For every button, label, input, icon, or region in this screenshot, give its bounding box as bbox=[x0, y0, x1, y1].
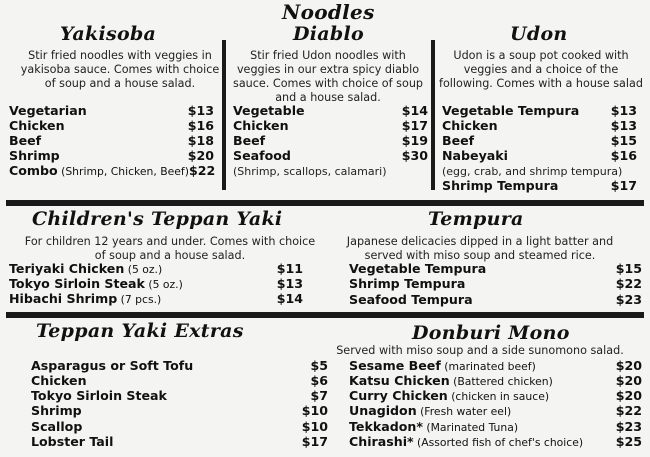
menu-item-label bbox=[31, 388, 167, 403]
children-description: For children 12 years and under. Comes with choice of soup and a house salad. bbox=[24, 235, 316, 262]
menu-item-name: Combo bbox=[9, 163, 58, 178]
menu-item bbox=[31, 358, 328, 373]
menu-item-label bbox=[349, 403, 511, 419]
yakisoba-title: Yakisoba bbox=[60, 23, 157, 45]
menu-item bbox=[349, 388, 642, 404]
menu-item-note: (Fresh water eel) bbox=[416, 405, 512, 418]
menu-item-note: (Battered chicken) bbox=[449, 375, 553, 388]
menu-item-label bbox=[9, 291, 161, 307]
menu-item-label bbox=[31, 358, 193, 373]
menu-item bbox=[9, 133, 214, 148]
menu-item-name: Vegetable Tempura bbox=[442, 103, 580, 118]
menu-item bbox=[31, 403, 328, 418]
menu-item-price: $25 bbox=[615, 434, 642, 449]
menu-item bbox=[349, 373, 642, 389]
menu-item-name: Chicken bbox=[442, 118, 498, 133]
menu-item bbox=[233, 133, 428, 148]
menu-item-label bbox=[349, 261, 486, 276]
menu-item bbox=[349, 358, 642, 374]
menu-item-price: $17 bbox=[301, 434, 328, 449]
menu-item-note: (marinated beef) bbox=[440, 360, 536, 373]
menu-item-name: Seafood Tempura bbox=[349, 292, 473, 307]
menu-item bbox=[442, 118, 637, 133]
menu-item-label bbox=[9, 118, 65, 133]
menu-item-price: $18 bbox=[187, 133, 214, 148]
menu-item-price: $23 bbox=[615, 292, 642, 307]
menu-item-price: $13 bbox=[610, 118, 637, 133]
menu-item-note: (Shrimp, Chicken, Beef) bbox=[57, 165, 189, 178]
menu-item-name: Lobster Tail bbox=[31, 434, 114, 449]
tempura-description: Japanese delicacies dipped in a light batter and served with miso soup and steamed rice. bbox=[346, 235, 614, 262]
udon-description: Udon is a soup pot cooked with veggies and a choice of the following. Comes with a house salad bbox=[439, 49, 643, 90]
menu-item-name: Beef bbox=[233, 133, 266, 148]
menu-item-label bbox=[233, 148, 291, 163]
menu-item-name: Shrimp Tempura bbox=[442, 178, 559, 193]
menu-item-price: $22 bbox=[615, 276, 642, 291]
menu-item-name: Chicken bbox=[233, 118, 289, 133]
donburi-description: Served with miso soup and a side sunomono salad. bbox=[336, 344, 624, 357]
menu-item-price: $15 bbox=[610, 133, 637, 148]
menu-item-name: Tokyo Sirloin Steak bbox=[9, 276, 145, 291]
menu-item-label bbox=[442, 118, 498, 133]
menu-item-note: (5 oz.) bbox=[144, 278, 183, 291]
menu-item bbox=[442, 103, 637, 118]
menu-item-price: $7 bbox=[310, 388, 328, 403]
menu-item-name: Tokyo Sirloin Steak bbox=[31, 388, 167, 403]
menu-item-name: Hibachi Shrimp bbox=[9, 291, 118, 306]
yakisoba-description: Stir fried noodles with veggies in yakisoba sauce. Comes with choice of soup and a house salad. bbox=[20, 49, 220, 90]
menu-item bbox=[31, 419, 328, 434]
menu-item-label bbox=[349, 276, 465, 291]
menu-item-price: $17 bbox=[610, 178, 637, 193]
menu-item-price: $13 bbox=[276, 276, 303, 291]
divider-horizontal-bottom bbox=[6, 312, 644, 318]
menu-item bbox=[31, 373, 328, 388]
menu-item-price: $10 bbox=[301, 419, 328, 434]
menu-item bbox=[442, 133, 637, 148]
menu-item-label bbox=[442, 178, 558, 193]
menu-item-label bbox=[9, 261, 162, 277]
menu-item-label bbox=[233, 133, 265, 148]
menu-item-label bbox=[9, 276, 183, 292]
divider-horizontal-top bbox=[6, 200, 644, 206]
menu-item-name: Chicken bbox=[31, 373, 87, 388]
menu-item-label bbox=[349, 373, 553, 389]
menu-item-note: (7 pcs.) bbox=[117, 293, 162, 306]
menu-item-price: $6 bbox=[310, 373, 328, 388]
children-title: Children's Teppan Yaki bbox=[32, 208, 283, 230]
menu-item-name: Katsu Chicken bbox=[349, 373, 450, 388]
menu-item-note: (chicken in sauce) bbox=[447, 390, 550, 403]
menu-item-name: Shrimp bbox=[9, 148, 60, 163]
menu-item-label bbox=[31, 419, 82, 434]
menu-item-price: $30 bbox=[401, 148, 428, 163]
menu-item bbox=[9, 103, 214, 118]
menu-item-name: Unagidon bbox=[349, 403, 417, 418]
menu-item-price: $16 bbox=[610, 148, 637, 163]
menu-item-name: Shrimp Tempura bbox=[349, 276, 466, 291]
menu-item-name: Vegetable bbox=[233, 103, 305, 118]
menu-item-price: $14 bbox=[276, 291, 303, 306]
menu-item bbox=[349, 276, 642, 291]
menu-item-label bbox=[31, 434, 113, 449]
menu-item bbox=[9, 276, 303, 292]
menu-item-name: Curry Chicken bbox=[349, 388, 448, 403]
menu-item-label bbox=[9, 133, 41, 148]
menu-item-name: Scallop bbox=[31, 419, 83, 434]
menu-item-name: Shrimp bbox=[31, 403, 82, 418]
udon-title: Udon bbox=[510, 23, 568, 45]
menu-item-note: (Marinated Tuna) bbox=[422, 421, 519, 434]
menu-item-name: Seafood bbox=[233, 148, 291, 163]
menu-item bbox=[9, 118, 214, 133]
menu-item-price: $20 bbox=[615, 358, 642, 373]
menu-item-name: Beef bbox=[442, 133, 475, 148]
menu-item bbox=[31, 388, 328, 403]
menu-item-name: Beef bbox=[9, 133, 42, 148]
menu-item-label bbox=[31, 373, 87, 388]
menu-item-price: $11 bbox=[276, 261, 303, 276]
menu-item-name: Sesame Beef bbox=[349, 358, 441, 373]
donburi-title: Donburi Mono bbox=[412, 322, 570, 344]
menu-item-price: $17 bbox=[401, 118, 428, 133]
menu-item bbox=[9, 148, 214, 163]
menu-item-label bbox=[349, 419, 518, 435]
diablo-description: Stir fried Udon noodles with veggies in our extra spicy diablo sauce. Comes with choice of soup and a house salad. bbox=[232, 49, 424, 104]
menu-item-price: $22 bbox=[188, 163, 216, 178]
menu-item-name: Vegetarian bbox=[9, 103, 87, 118]
menu-item-label bbox=[233, 118, 289, 133]
menu-item bbox=[233, 103, 428, 118]
menu-item-name: Vegetable Tempura bbox=[349, 261, 487, 276]
menu-item bbox=[442, 148, 637, 163]
menu-item-note: (5 oz.) bbox=[124, 263, 163, 276]
menu-item-price: $13 bbox=[610, 103, 637, 118]
menu-item-label bbox=[442, 103, 579, 118]
menu-item-name: Asparagus or Soft Tofu bbox=[31, 358, 194, 373]
menu-item-label bbox=[233, 103, 305, 118]
menu-item-price: $20 bbox=[615, 388, 642, 403]
menu-item-label bbox=[349, 292, 473, 307]
menu-item-price: $23 bbox=[615, 419, 642, 434]
menu-item-price: $10 bbox=[301, 403, 328, 418]
menu-item-price: $20 bbox=[615, 373, 642, 388]
menu-item bbox=[349, 434, 642, 450]
menu-item-price: $15 bbox=[615, 261, 642, 276]
menu-item-name: Chicken bbox=[9, 118, 65, 133]
menu-item bbox=[349, 292, 642, 307]
menu-item-label bbox=[349, 434, 583, 450]
menu-item bbox=[31, 434, 328, 449]
diablo-title: Diablo bbox=[293, 23, 364, 45]
menu-item-label bbox=[442, 148, 508, 163]
menu-item-name: Chirashi* bbox=[349, 434, 414, 449]
menu-item-label bbox=[442, 133, 474, 148]
menu-item bbox=[9, 261, 303, 277]
udon-nabeyaki-note: (egg, crab, and shrimp tempura) bbox=[442, 165, 623, 178]
menu-item-label bbox=[9, 148, 60, 163]
menu-item-price: $13 bbox=[187, 103, 214, 118]
menu-item-label bbox=[31, 403, 82, 418]
divider-left bbox=[222, 40, 226, 190]
menu-item-name: Nabeyaki bbox=[442, 148, 508, 163]
menu-item bbox=[349, 261, 642, 276]
menu-item-price: $22 bbox=[615, 403, 642, 418]
divider-right bbox=[431, 40, 435, 190]
noodles-heading: Noodles bbox=[282, 0, 375, 24]
menu-item-name: Tekkadon* bbox=[349, 419, 423, 434]
menu-item bbox=[442, 178, 637, 193]
diablo-seafood-note: (Shrimp, scallops, calamari) bbox=[233, 165, 387, 178]
menu-item-label bbox=[349, 388, 549, 404]
menu-item bbox=[9, 291, 303, 307]
menu-item-price: $20 bbox=[187, 148, 214, 163]
menu-item-label bbox=[9, 163, 189, 179]
menu-item bbox=[233, 118, 428, 133]
menu-item-note: (Assorted fish of chef's choice) bbox=[413, 436, 584, 449]
menu-item bbox=[9, 163, 214, 179]
menu-item bbox=[349, 403, 642, 419]
menu-item bbox=[233, 148, 428, 163]
menu-item-name: Teriyaki Chicken bbox=[9, 261, 125, 276]
menu-item-price: $16 bbox=[187, 118, 214, 133]
menu-item-price: $14 bbox=[401, 103, 428, 118]
menu-item-label bbox=[349, 358, 536, 374]
menu-item-label bbox=[9, 103, 87, 118]
extras-title: Teppan Yaki Extras bbox=[36, 320, 244, 342]
tempura-title: Tempura bbox=[428, 208, 524, 230]
menu-item-price: $5 bbox=[310, 358, 328, 373]
menu-item bbox=[349, 419, 642, 435]
menu-item-price: $19 bbox=[401, 133, 428, 148]
